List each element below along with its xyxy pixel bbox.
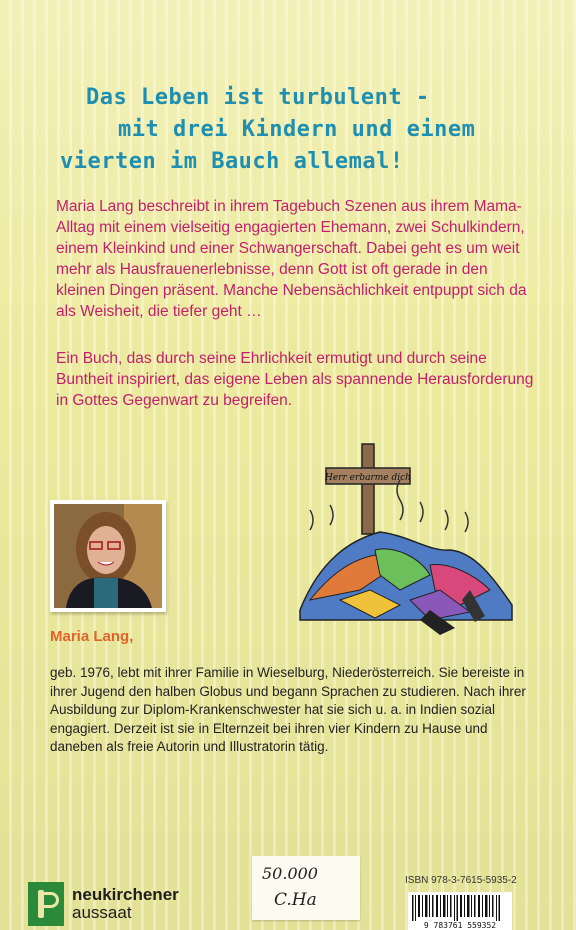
publisher-logo (28, 882, 179, 926)
publisher-name-line-2: aussaat (72, 903, 132, 922)
author-portrait-image (54, 504, 162, 608)
tagline-line-3: vierten im Bauch allemal! (60, 149, 404, 174)
author-name: Maria Lang, (50, 628, 134, 645)
tagline (60, 82, 540, 178)
cross-inscription: Herr erbarme dich (325, 473, 411, 483)
description-paragraph-1: Maria Lang beschreibt in ihrem Tagebuch Szenen aus ihrem Mama-Alltag mit einem vielseitig engagierten Ehemann, zwei Schulkindern, einem Kleinkind und einer Schwangerschaft. Dabei geht es um weit mehr als Hausfrauenerlebnisse, denn Gott ist oft gerade in den kleinen Dingen präsent. Manche Nebensächlichkeit entpuppt sich da als Weisheit, die tiefer geht … (56, 198, 527, 320)
author-photo (50, 500, 166, 612)
description-paragraph-2: Ein Buch, das durch seine Ehrlichkeit ermutigt und durch seine Buntheit inspiriert, das eigene Leben als spannende Herausforderung in Gottes Gegenwart zu begreifen. (56, 350, 534, 409)
laundry-pile-cross-illustration (280, 440, 520, 640)
tagline-line-1: Das Leben ist turbulent - (86, 85, 430, 110)
sticker-code: 50.000 (262, 864, 318, 883)
barcode-number: 9 783761 559352 (423, 921, 497, 930)
barcode-bars-icon (408, 892, 512, 930)
isbn-text: ISBN 978-3-7615-5935-2 (405, 875, 517, 886)
author-bio: geb. 1976, lebt mit ihrer Familie in Wieselburg, Niederösterreich. Sie bereiste in ihrer Jugend den halben Globus und begann Sprachen zu studieren. Nach ihrer Ausbildung zur Diplom-Krankenschwester hat sie sich u. a. in Indien sozial engagiert. Derzeit ist sie in Elternzeit bei ihren vier Kindern zu Hause und daneben als freie Autorin und Illustratorin tätig. (50, 665, 526, 754)
tagline-line-2: mit drei Kindern und einem (118, 117, 476, 142)
price-sticker (252, 856, 360, 920)
publisher-name-line-1: neukirchener (72, 885, 179, 904)
publisher-leaf-icon (28, 882, 64, 926)
sticker-initials: C.Ha (274, 890, 317, 910)
barcode (408, 892, 512, 930)
